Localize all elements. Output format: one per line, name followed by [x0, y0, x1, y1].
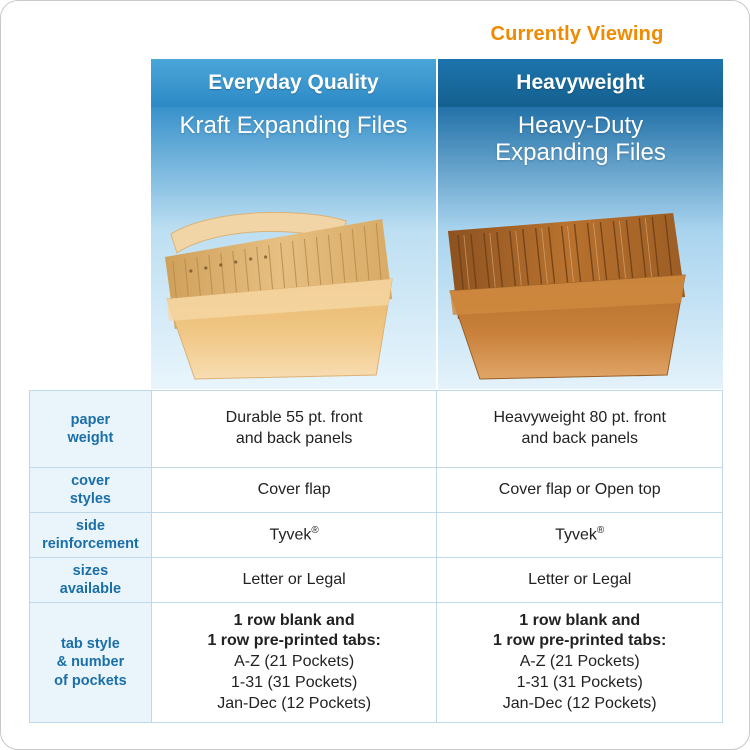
cell-side-reinforcement-heavyweight-text: Tyvek — [555, 526, 597, 544]
registered-mark-right: ® — [596, 524, 605, 536]
table-row-paper-weight — [30, 391, 723, 468]
column-subtitle-heavyweight-line1: Heavy-Duty — [517, 112, 644, 139]
row-label-side-reinforcement — [30, 513, 152, 557]
row-label-tab-style-line1: tab style — [61, 636, 120, 653]
table-row-sizes-available — [30, 558, 723, 603]
row-label-tab-style-line3: of pockets — [54, 672, 127, 689]
column-title-heavyweight: Heavyweight — [438, 59, 723, 107]
spec-table — [29, 390, 723, 723]
cell-tab-style-heavyweight-line1: A-Z (21 Pockets) — [519, 653, 640, 671]
table-row-tab-style — [30, 603, 723, 723]
cell-tab-style-everyday-bold1: 1 row blank and — [233, 611, 355, 629]
cell-sizes-available-heavyweight: Letter or Legal — [437, 558, 723, 602]
kraft-expanding-file-illustration — [151, 179, 436, 389]
cell-side-reinforcement-everyday — [152, 513, 438, 557]
cell-tab-style-heavyweight-line3: Jan-Dec (12 Pockets) — [502, 694, 657, 712]
cell-paper-weight-heavyweight-line1: Heavyweight 80 pt. front — [493, 409, 666, 427]
cell-side-reinforcement-heavyweight — [437, 513, 723, 557]
cell-side-reinforcement-everyday-text: Tyvek — [269, 526, 312, 544]
product-column-everyday-quality[interactable] — [151, 59, 436, 389]
column-subtitle-everyday-quality: Kraft Expanding Files — [179, 112, 408, 139]
cell-paper-weight-everyday-line1: Durable 55 pt. front — [225, 409, 363, 427]
cell-tab-style-everyday-bold2: 1 row pre-printed tabs: — [207, 632, 381, 650]
cell-cover-styles-heavyweight: Cover flap or Open top — [437, 468, 723, 512]
cell-tab-style-everyday-line2: 1-31 (31 Pockets) — [230, 673, 358, 691]
product-columns — [151, 59, 723, 389]
row-label-paper-weight-line1: paper — [70, 411, 111, 428]
row-label-tab-style — [30, 603, 152, 722]
cell-tab-style-heavyweight-bold1: 1 row blank and — [519, 611, 641, 629]
row-label-tab-style-line2: & number — [56, 654, 125, 671]
cell-tab-style-everyday-line3: Jan-Dec (12 Pockets) — [217, 694, 372, 712]
row-label-cover-styles-line1: cover — [71, 472, 110, 489]
cell-tab-style-everyday — [152, 603, 438, 722]
cell-tab-style-heavyweight-line2: 1-31 (31 Pockets) — [516, 673, 643, 691]
cell-tab-style-everyday-line1: A-Z (21 Pockets) — [234, 653, 355, 671]
row-label-sizes-available-line2: available — [59, 581, 122, 597]
product-column-heavyweight[interactable] — [436, 59, 723, 389]
row-label-cover-styles-line2: styles — [69, 491, 111, 507]
registered-mark-left: ® — [311, 524, 319, 536]
row-label-side-reinforcement-line2: reinforcement — [42, 536, 139, 552]
row-label-paper-weight — [30, 391, 152, 467]
cell-tab-style-heavyweight-bold2: 1 row pre-printed tabs: — [493, 632, 667, 650]
table-row-side-reinforcement — [30, 513, 723, 558]
row-label-sizes-available — [30, 558, 152, 602]
column-subtitle-heavyweight — [438, 113, 723, 167]
row-label-cover-styles — [30, 468, 152, 512]
cell-paper-weight-everyday-line2: and back panels — [235, 430, 353, 447]
row-label-side-reinforcement-line1: side — [75, 517, 105, 534]
row-label-paper-weight-line2: weight — [67, 430, 114, 446]
cell-paper-weight-everyday — [152, 391, 438, 467]
cell-paper-weight-heavyweight — [437, 391, 723, 467]
column-subtitle-heavyweight-line2: Expanding Files — [495, 138, 666, 166]
table-row-cover-styles — [30, 468, 723, 513]
currently-viewing-label: Currently Viewing — [490, 23, 664, 45]
cell-tab-style-heavyweight — [437, 603, 723, 722]
row-label-sizes-available-line1: sizes — [72, 562, 109, 579]
cell-sizes-available-everyday: Letter or Legal — [152, 558, 438, 602]
cell-cover-styles-everyday: Cover flap — [152, 468, 438, 512]
cell-paper-weight-heavyweight-line2: and back panels — [521, 430, 638, 447]
heavy-duty-expanding-file-illustration — [438, 179, 723, 389]
column-title-everyday-quality: Everyday Quality — [151, 59, 436, 107]
